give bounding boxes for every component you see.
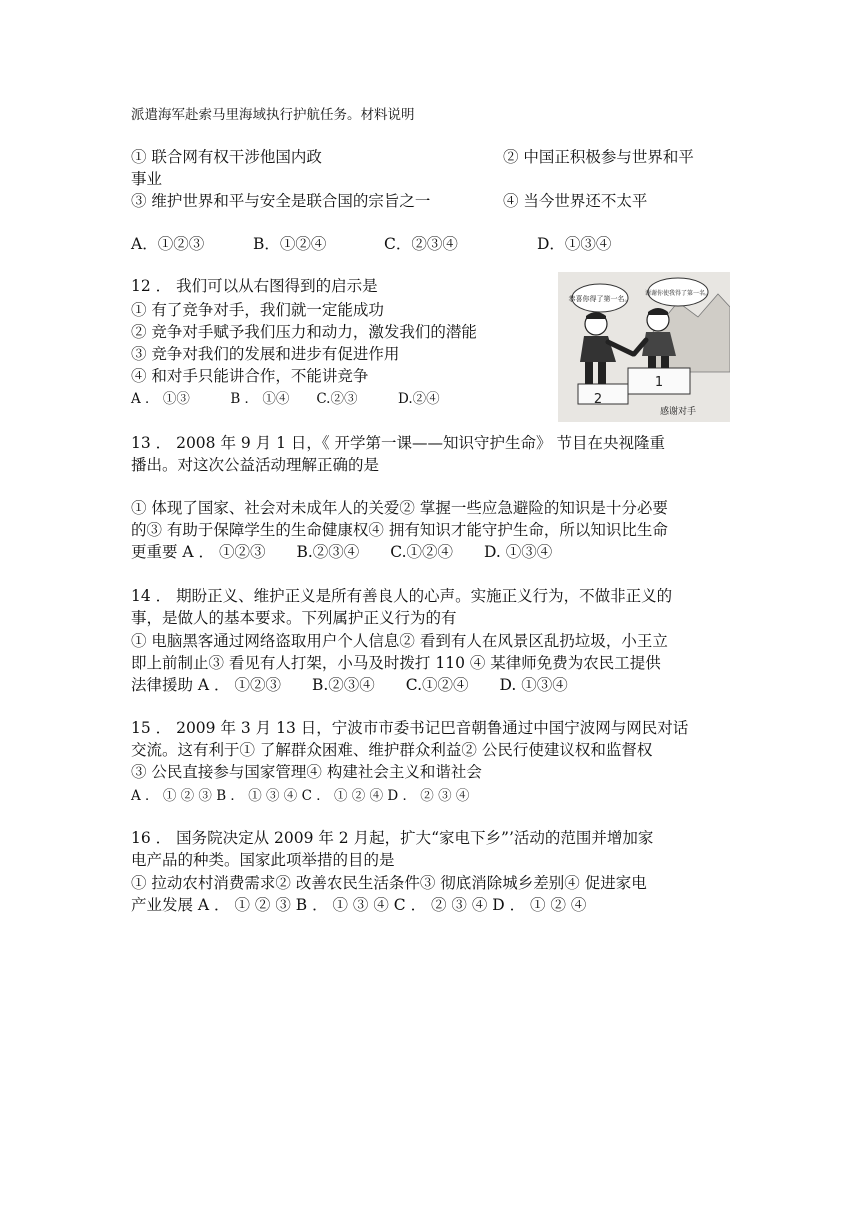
q12-stem: 12 ． 我们可以从右图得到的启示是 <box>131 277 378 295</box>
q13-line-3: ① 体现了国家、社会对未成年人的关爱② 掌握一些应急避险的知识是十分必要 <box>131 499 668 517</box>
bubble-left-text: 恭喜你得了第一名。 <box>568 295 632 303</box>
q15-line-3: ③ 公民直接参与国家管理④ 构建社会主义和谐社会 <box>131 763 482 781</box>
q11-option-2-cont: 事业 <box>131 170 163 188</box>
q15-line-4: A ． ① ② ③ B ． ① ③ ④ C ． ① ② ④ D ． ② ③ ④ <box>131 788 470 804</box>
q14-line-1: 14 ． 期盼正义、维护正义是所有善良人的心声。实施正义行为，不做非正义的 <box>131 587 673 605</box>
q11-option-2: ② 中国正积极参与世界和平 <box>503 148 694 166</box>
q13-line-1: 13 ． 2008 年 9 月 1 日，《 开学第一课——知识守护生命》 节目在央视隆重 <box>131 434 665 452</box>
q11-option-1: ① 联合网有权干涉他国内政 <box>131 148 322 166</box>
q13-line-2: 播出。对这次公益活动理解正确的是 <box>131 456 380 474</box>
q15-line-1: 15 ． 2009 年 3 月 13 日，宁波市市委书记巴音朝鲁通过中国宁波网与网民对话 <box>131 719 689 737</box>
competition-cartoon <box>558 272 730 422</box>
q13-line-4: 的③ 有助于保障学生的生命健康权④ 拥有知识才能守护生命，所以知识比生命 <box>131 521 668 539</box>
q12-option-4: ④ 和对手只能讲合作，不能讲竞争 <box>131 367 369 385</box>
q11-option-4: ④ 当今世界还不太平 <box>503 192 648 210</box>
q14-line-3: ① 电脑黑客通过网络盗取用户个人信息② 看到有人在风景区乱扔垃圾，小王立 <box>131 632 668 650</box>
q14-line-2: 事，是做人的基本要求。下列属护正义行为的有 <box>131 609 457 627</box>
bubble-right-text: 谢谢你使我得了第一名。 <box>644 290 712 297</box>
q12-option-2: ② 竞争对手赋予我们压力和动力，激发我们的潜能 <box>131 323 477 341</box>
q16-line-4: 产业发展 A ． ① ② ③ B ． ① ③ ④ C ． ② ③ ④ D ． ① ② ④ <box>131 896 587 914</box>
podium-2: 2 <box>593 392 603 407</box>
q12-choices: A ． ①③ B ． ①④ C.②③ D.②④ <box>131 391 440 407</box>
q12-option-3: ③ 竞争对我们的发展和进步有促进作用 <box>131 345 400 363</box>
q11-choice-a: A．①②③ <box>131 235 205 253</box>
q11-option-3: ③ 维护世界和平与安全是联合国的宗旨之一 <box>131 192 431 210</box>
q16-line-3: ① 拉动农村消费需求② 改善农民生活条件③ 彻底消除城乡差别④ 促进家电 <box>131 874 647 892</box>
q11-choice-c: C．②③④ <box>384 235 458 253</box>
q13-line-5: 更重要 A ． ①②③ B.②③④ C.①②④ D. ①③④ <box>131 543 553 561</box>
q15-line-2: 交流。这有利于① 了解群众困难、维护群众利益② 公民行使建议权和监督权 <box>131 741 653 759</box>
podium-1: 1 <box>654 375 664 390</box>
q12-option-1: ① 有了竞争对手，我们就一定能成功 <box>131 301 384 319</box>
cartoon-caption: 感谢对手 <box>659 407 697 417</box>
intro-line: 派遣海军赴索马里海域执行护航任务。材料说明 <box>131 107 415 123</box>
q14-line-4: 即上前制止③ 看见有人打架，小马及时拨打 110 ④ 某律师免费为农民工提供 <box>131 654 661 672</box>
q16-line-1: 16 ． 国务院决定从 2009 年 2 月起，扩大“家电下乡”’活动的范围并增加家 <box>131 829 654 847</box>
q11-choice-d: D．①③④ <box>537 235 612 253</box>
q16-line-2: 电产品的种类。国家此项举措的目的是 <box>131 851 395 869</box>
q14-line-5: 法律援助 A ． ①②③ B.②③④ C.①②④ D. ①③④ <box>131 676 568 694</box>
q11-choice-b: B．①②④ <box>253 235 327 253</box>
